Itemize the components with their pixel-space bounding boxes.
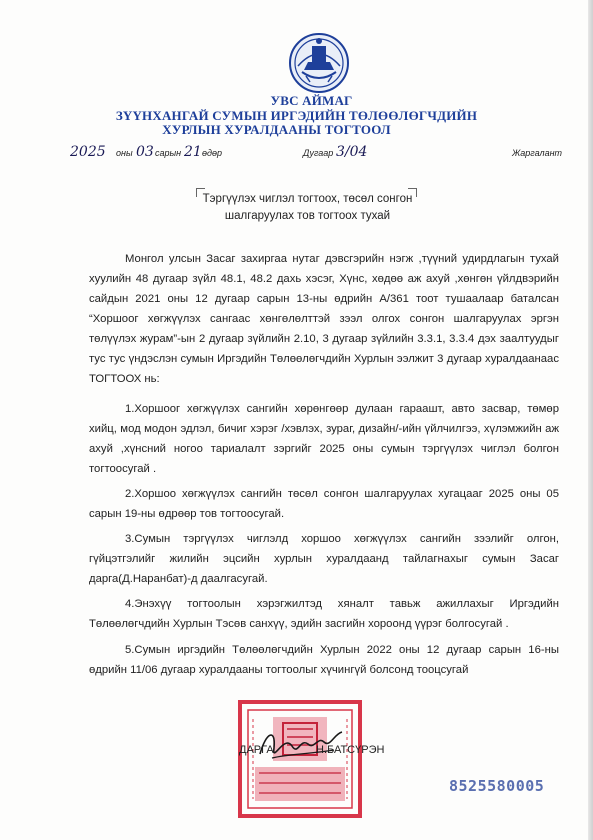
number-label: Дугаар [303,148,334,158]
item-2-text: 2.Хоршоо хөгжүүлэх сангийн төсөл сонгон шалгаруулах хугацааг 2025 оны 05 сарын 19-ны өдрөөр тов тогтоосугай. [89,488,559,520]
item-5-text: 5.Сумын иргэдийн Төлөөлөгчдийн Хурлын 2022 оны 12 дугаар сарын 16-ны өдрийн 11/06 дугаар хуралдааны тогтоолыг хүчингүй болсонд тооцсугай [89,644,559,676]
signatory-title: ДАРГА [239,744,274,756]
intro-paragraph [89,249,559,389]
date-day: 21 [184,144,202,160]
item-4-text: 4.Энэхүү тогтоолын хэрэгжилтэд хяналт тавьж ажиллахыг Иргэдийн Төлөөлөгчдийн Хурлын Тэсөв санхүү, эдийн засгийн хороонд үүрэг болгосугай . [89,598,559,630]
place-name: Жаргалант [512,148,563,158]
date-month-suffix: сарын [155,148,182,158]
resolution-item-2 [89,484,559,524]
date-month: 03 [136,144,154,160]
resolution-item-4 [89,594,559,634]
header-aimag: УВС АЙМАГ [270,93,353,108]
date-year: 2025 [70,144,106,160]
signatory-name: Н.БАТСҮРЭН [316,744,385,756]
item-3-text: 3.Сумын тэргүүлэх чиглэлд хоршоо хөгжүүлэх сангийн зээлийг олгон, гүйцэтгэлийг жилийн эцсийн хурлын хуралдаанд тайлагнахыг сумын Засаг дарга(Д.Наранбат)-д даалгасугай. [89,533,559,585]
resolution-number: 3/04 [336,144,368,160]
resolution-item-5 [89,640,559,680]
header-resolution-label: ХУРЛЫН ХУРАЛДААНЫ ТОГТООЛ [162,122,391,137]
serial-number: 8525580005 [449,777,545,795]
state-emblem-icon [288,32,350,94]
document-title-line1: Тэргүүлэх чиглэл тогтоох, төсөл сонгон [202,193,413,205]
resolution-item-3 [89,529,559,589]
resolution-item-1 [89,399,559,479]
item-1-text: 1.Хоршоог хөгжүүлэх сангийн хөрөнгөөр дулаан гараашт, авто засвар, төмөр хийц, мод модон эдлэл, бичиг хэрэг /хэвлэх, зураг, дизайн/-ийн үйлчилгээ, хүлэмжийн аж ахуй ,хүнсний ногоо тариалалт зэргийг 2025 оны сумын тэргүүлэх чиглэл болгон тогтоосугай . [89,403,559,475]
date-year-suffix: оны [116,148,133,158]
intro-text: Монгол улсын Засаг захиргаа нутаг дэвсгэрийн нэгж ,түүний удирдлагын тухай хуулийн 48 дугаар зүйл 48.1, 48.2 дахь хэсэг, Хүнс, хөдөө аж ахуй ,хөнгөн үйлдвэрийн сайдын 2021 оны 12 дугаар сарын 13-ны өдрийн А/361 тоот тушаалаар баталсан “Хоршоог хөгжүүлэх сангаас хөнгөлөлттэй зээл олгох сонгон шалгаруулах эргэн төлүүлэх журам”-ын 2 дугаар зүйлийн 2.10, 3 дугаар зүйлийн 3.3.1, 3.3.4 дэх заалтуудыг тус тус үндэслэн сумын Иргэдийн Төлөөлөгчдийн Хурлын ээлжит 3 дугаар хуралдаанаас ТОГТООХ нь: [89,253,559,385]
date-day-suffix: өдөр [202,148,222,158]
page-edge-shadow [588,0,593,840]
document-title-line2: шалгаруулах тов тогтоох тухай [224,210,391,222]
header-council-name: ЗҮҮНХАНГАЙ СУМЫН ИРГЭДИЙН ТӨЛӨӨЛӨГЧДИЙН [115,108,478,123]
